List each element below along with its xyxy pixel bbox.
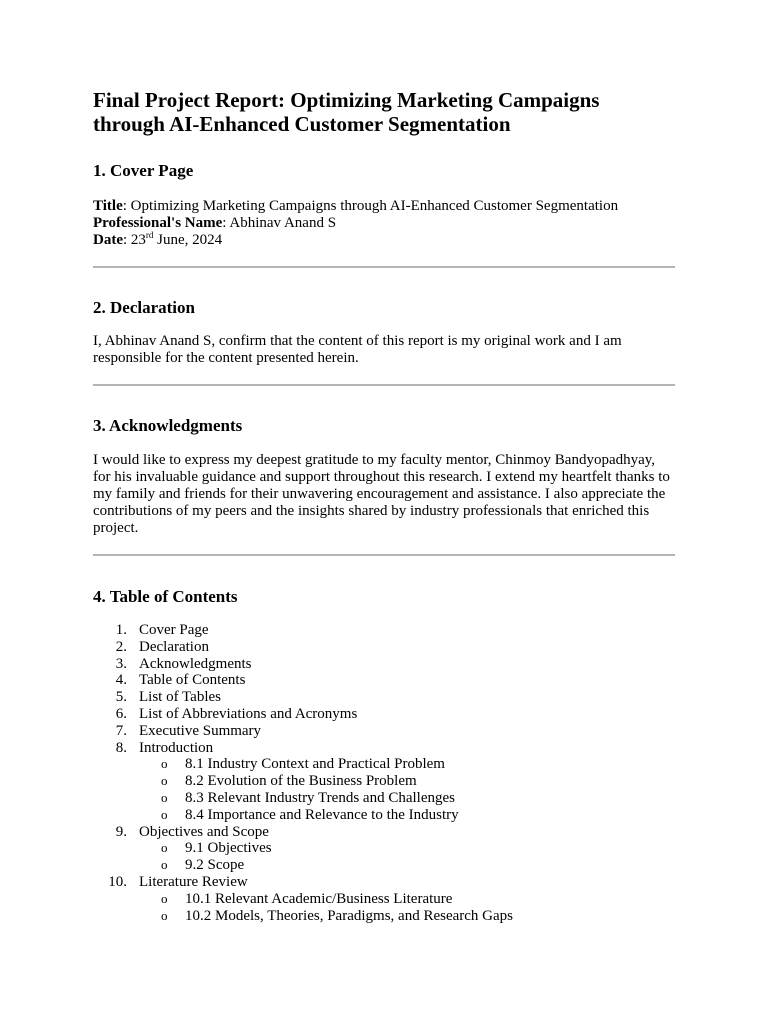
- toc-subitem-label: 10.2 Models, Theories, Paradigms, and Research Gaps: [185, 907, 513, 924]
- toc-item-label: List of Tables: [139, 689, 221, 706]
- toc-item-number: 2.: [115, 638, 127, 655]
- toc-subitem-label: 8.2 Evolution of the Business Problem: [185, 773, 417, 790]
- toc-item: [93, 824, 675, 874]
- toc-item-number: 5.: [115, 689, 127, 706]
- toc-subitem: [139, 857, 675, 874]
- cover-name-label: Professional's Name: [93, 215, 223, 231]
- toc-subitem: [139, 756, 675, 773]
- cover-page-heading: 1. Cover Page: [93, 161, 194, 180]
- divider-after-declaration: [93, 384, 675, 386]
- cover-date-prefix: : 23: [123, 232, 146, 248]
- cover-name-value: : Abhinav Anand S: [222, 215, 337, 231]
- toc-item-number: 3.: [115, 655, 127, 672]
- toc-item-number: 4.: [115, 672, 127, 689]
- toc-item: [93, 622, 675, 639]
- toc-item-label: Acknowledgments: [139, 655, 252, 672]
- toc-subitem-label: 9.2 Scope: [185, 857, 245, 874]
- bullet-icon: o: [161, 890, 168, 906]
- toc-subitem: [139, 790, 675, 807]
- toc-item-label: Literature Review: [139, 873, 248, 890]
- toc-subitem: [139, 840, 675, 857]
- toc-sublist: [139, 840, 675, 874]
- bullet-icon: o: [161, 857, 168, 873]
- toc-subitem: [139, 891, 675, 908]
- toc-item: [93, 639, 675, 656]
- toc-item-label: Executive Summary: [139, 722, 262, 739]
- toc-subitem: [139, 908, 675, 925]
- cover-title-label: Title: [93, 198, 123, 214]
- declaration-heading: 2. Declaration: [93, 298, 195, 317]
- toc-heading: 4. Table of Contents: [93, 587, 238, 606]
- document-title: Final Project Report: Optimizing Marketing Campaigns through AI-Enhanced Customer Segmentation: [93, 88, 600, 136]
- toc-item-label: Introduction: [139, 739, 214, 756]
- bullet-icon: o: [161, 907, 168, 923]
- bullet-icon: o: [161, 840, 168, 856]
- toc-item-label: List of Abbreviations and Acronyms: [139, 705, 358, 722]
- cover-date-superscript: rd: [145, 230, 154, 240]
- toc-item-label: Objectives and Scope: [139, 823, 269, 840]
- declaration-text: I, Abhinav Anand S, confirm that the content of this report is my original work and I am responsible for the content presented herein.: [93, 333, 622, 366]
- toc-item: [93, 740, 675, 824]
- cover-date-suffix: June, 2024: [153, 232, 223, 248]
- toc-sublist: [139, 756, 675, 823]
- bullet-icon: o: [161, 773, 168, 789]
- toc-subitem-label: 8.4 Importance and Relevance to the Industry: [185, 806, 459, 823]
- cover-title-line: [93, 198, 675, 215]
- toc-item-label: Table of Contents: [139, 672, 246, 689]
- toc-item-number: 10.: [108, 873, 127, 890]
- document-content: [93, 88, 675, 924]
- bullet-icon: o: [161, 789, 168, 805]
- toc-item: [93, 874, 675, 924]
- toc-item: [93, 656, 675, 673]
- toc-sublist: [139, 891, 675, 925]
- cover-title-value: : Optimizing Marketing Campaigns through AI-Enhanced Customer Segmentation: [122, 198, 619, 214]
- cover-date-label: Date: [93, 232, 123, 248]
- toc-list: [93, 622, 675, 924]
- toc-item-number: 1.: [115, 622, 127, 638]
- toc-item-number: 8.: [115, 739, 127, 756]
- toc-item: [93, 706, 675, 723]
- toc-item: [93, 723, 675, 740]
- acknowledgments-text: I would like to express my deepest gratitude to my faculty mentor, Chinmoy Bandyopadhyay, for his invaluable guidance and support throughout this research. I extend my heartfelt thanks to my family and friends for their unwavering encouragement and assistance. I also appreciate the contributions of my peers and the insights shared by industry professionals that enriched this project.: [93, 452, 670, 536]
- bullet-icon: o: [161, 756, 168, 772]
- toc-subitem-label: 8.3 Relevant Industry Trends and Challenges: [185, 789, 455, 806]
- toc-item-label: Declaration: [139, 638, 209, 655]
- toc-item-label: Cover Page: [139, 622, 209, 638]
- toc-subitem: [139, 773, 675, 790]
- toc-subitem-label: 8.1 Industry Context and Practical Problem: [185, 756, 445, 773]
- cover-name-line: [93, 215, 675, 232]
- toc-subitem-label: 9.1 Objectives: [185, 840, 272, 857]
- toc-item-number: 7.: [115, 722, 127, 739]
- toc-subitem: [139, 807, 675, 824]
- divider-after-cover: [93, 266, 675, 268]
- toc-item-number: 9.: [115, 823, 127, 840]
- toc-item: [93, 689, 675, 706]
- acknowledgments-heading: 3. Acknowledgments: [93, 416, 243, 435]
- toc-subitem-label: 10.1 Relevant Academic/Business Literature: [185, 890, 453, 907]
- divider-after-acknowledgments: [93, 554, 675, 556]
- cover-date-line: [93, 232, 675, 249]
- bullet-icon: o: [161, 806, 168, 822]
- toc-item: [93, 672, 675, 689]
- toc-item-number: 6.: [115, 705, 127, 722]
